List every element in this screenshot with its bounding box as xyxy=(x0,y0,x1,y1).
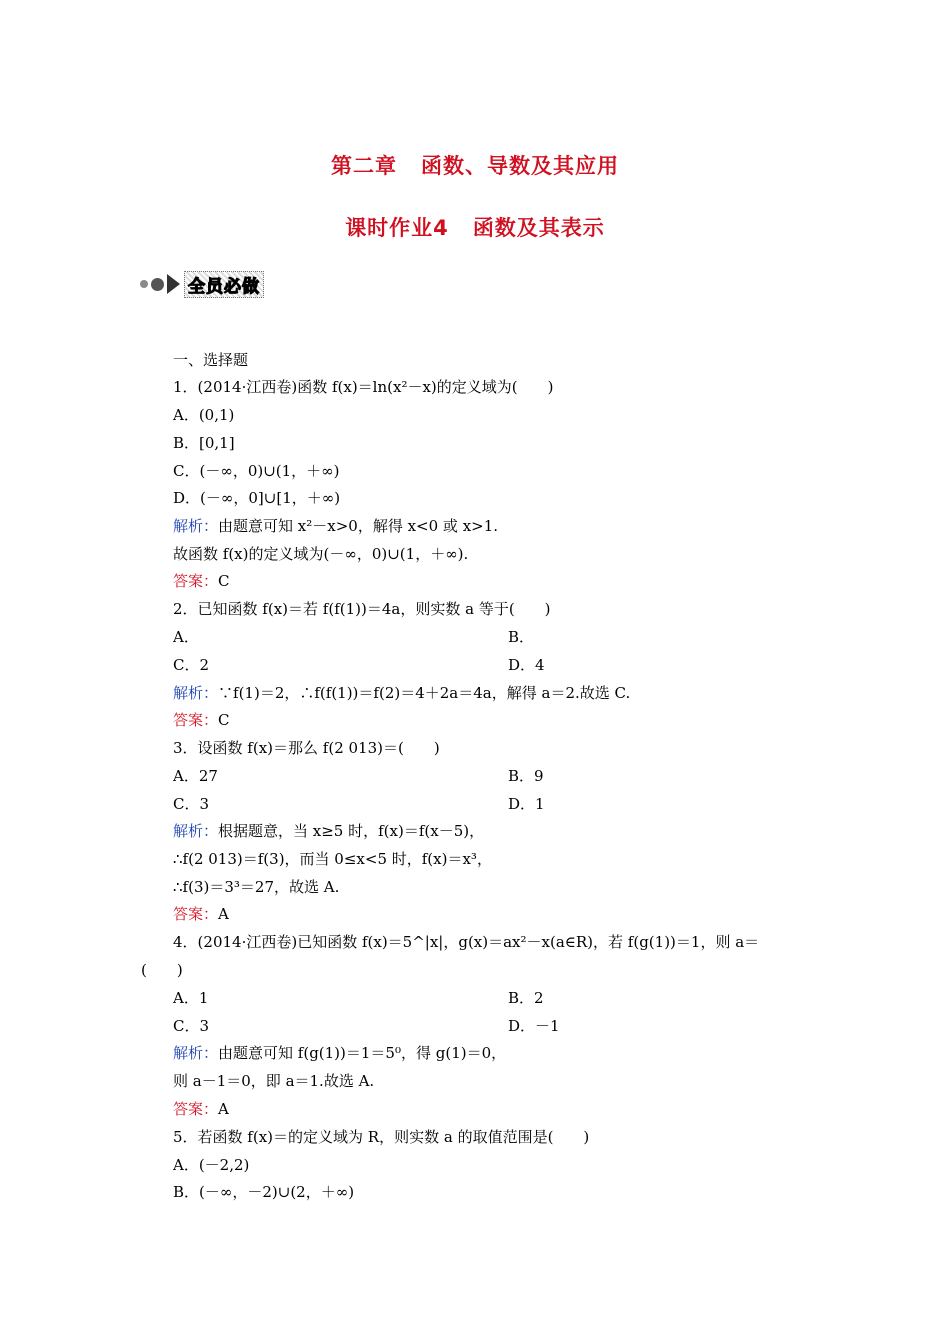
q2-option-d: D．4 xyxy=(508,656,545,674)
q5-stem: 5．若函数 f(x)＝的定义域为 R，则实数 a 的取值范围是( ) xyxy=(173,1128,590,1146)
q4-option-d: D．－1 xyxy=(508,1017,560,1035)
q4-analysis xyxy=(173,1043,506,1063)
q4-stem: 4．(2014·江西卷)已知函数 f(x)＝5^|x|，g(x)＝ax²－x(a∈R)，若 f(g(1))＝1，则 a＝ xyxy=(173,933,760,951)
q1-stem: 1．(2014·江西卷)函数 f(x)＝ln(x²－x)的定义域为( ) xyxy=(173,378,554,396)
q2-analysis-text: ∵f(1)＝2，∴f(f(1))＝f(2)＝4＋2a＝4a，解得 a＝2.故选 C. xyxy=(218,684,631,702)
q1-answer xyxy=(173,571,230,591)
q5-option-a: A．(－2,2) xyxy=(173,1156,250,1174)
lesson-number: 课时作业4 xyxy=(345,216,449,240)
q1-option-b: B．[0,1] xyxy=(173,434,235,452)
q4-option-c: C．3 xyxy=(173,1017,210,1035)
q4-answer xyxy=(173,1099,229,1119)
answer-label: 答案： xyxy=(173,1100,219,1118)
small-dot-icon xyxy=(140,280,148,288)
q2-stem: 2．已知函数 f(x)＝若 f(f(1))＝4a，则实数 a 等于( ) xyxy=(173,600,551,618)
q4-analysis-text: 由题意可知 f(g(1))＝1＝5⁰，得 g(1)＝0， xyxy=(218,1044,507,1062)
q3-option-a: A．27 xyxy=(173,767,218,785)
section-badge xyxy=(140,272,264,296)
answer-label: 答案： xyxy=(173,572,219,590)
lesson-heading xyxy=(0,212,950,242)
q2-answer-value: C xyxy=(218,711,230,729)
answer-label: 答案： xyxy=(173,711,219,729)
analysis-label: 解析： xyxy=(173,517,219,535)
q1-option-d: D．(－∞，0]∪[1，＋∞) xyxy=(173,489,341,507)
q1-option-c: C．(－∞，0)∪(1，＋∞) xyxy=(173,462,340,480)
q2-analysis xyxy=(173,683,630,703)
q3-analysis-line2: ∴f(2 013)＝f(3)，而当 0≤x<5 时，f(x)＝x³， xyxy=(173,850,492,868)
chapter-title: 函数、导数及其应用 xyxy=(421,154,619,178)
badge-label: 全员必做 xyxy=(184,271,264,298)
large-dot-icon xyxy=(151,278,164,291)
q4-option-a: A．1 xyxy=(173,989,209,1007)
answer-label: 答案： xyxy=(173,905,219,923)
q1-analysis-line2: 故函数 f(x)的定义域为(－∞，0)∪(1，＋∞). xyxy=(173,545,469,563)
q5-option-b: B．(－∞，－2)∪(2，＋∞) xyxy=(173,1183,355,1201)
q3-analysis xyxy=(173,821,484,841)
q2-option-c: C．2 xyxy=(173,656,210,674)
q3-analysis-line3: ∴f(3)＝3³＝27，故选 A. xyxy=(173,878,340,896)
q3-analysis-text: 根据题意，当 x≥5 时，f(x)＝f(x－5)， xyxy=(218,822,485,840)
q4-answer-value: A xyxy=(218,1100,229,1118)
q3-option-c: C．3 xyxy=(173,795,210,813)
q1-option-a: A．(0,1) xyxy=(173,406,235,424)
q3-answer-value: A xyxy=(218,905,229,923)
q2-answer xyxy=(173,710,230,730)
chapter-heading xyxy=(0,150,950,180)
lesson-title: 函数及其表示 xyxy=(472,216,605,240)
q2-option-b: B． xyxy=(508,628,535,646)
analysis-label: 解析： xyxy=(173,684,219,702)
q3-stem: 3．设函数 f(x)＝那么 f(2 013)＝( ) xyxy=(173,739,440,757)
q1-analysis-text: 由题意可知 x²－x>0，解得 x<0 或 x>1. xyxy=(218,517,499,535)
q2-option-a: A． xyxy=(173,628,199,646)
q3-answer xyxy=(173,904,229,924)
analysis-label: 解析： xyxy=(173,1044,219,1062)
q4-option-b: B．2 xyxy=(508,989,544,1007)
arrow-icon xyxy=(167,274,180,294)
q1-analysis xyxy=(173,516,498,536)
q3-option-b: B．9 xyxy=(508,767,544,785)
q4-stem-line2: ( ) xyxy=(141,961,183,979)
analysis-label: 解析： xyxy=(173,822,219,840)
q4-analysis-line2: 则 a－1＝0，即 a＝1.故选 A. xyxy=(173,1072,375,1090)
q1-answer-value: C xyxy=(218,572,230,590)
section-title: 一、选择题 xyxy=(173,351,249,369)
q3-option-d: D．1 xyxy=(508,795,545,813)
chapter-number: 第二章 xyxy=(331,154,397,178)
